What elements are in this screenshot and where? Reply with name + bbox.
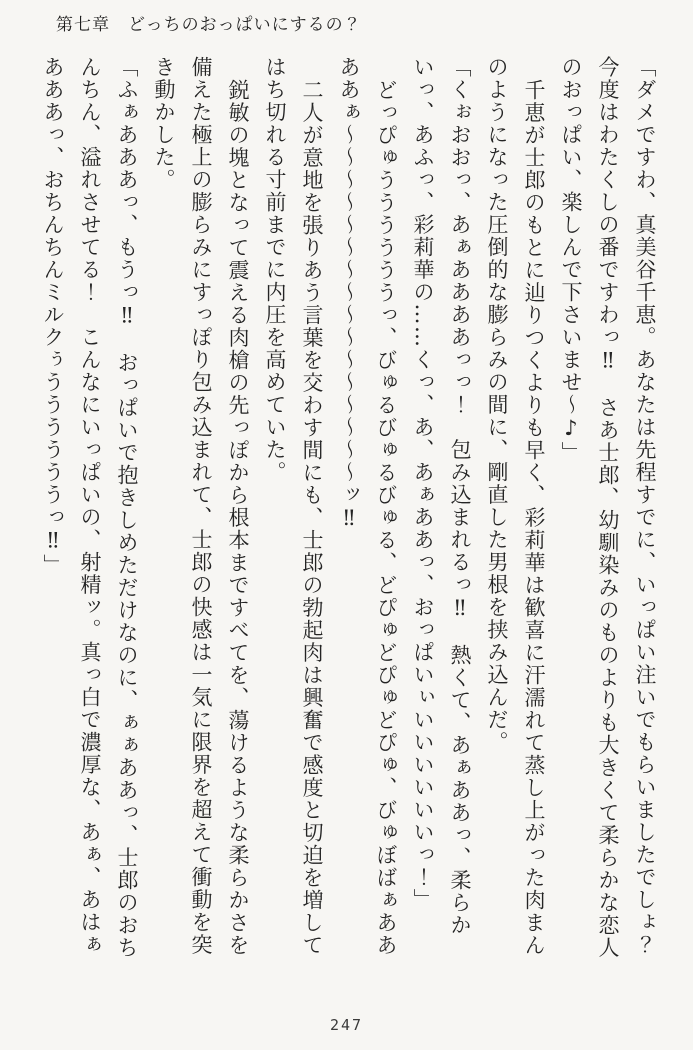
text-column: 鋭敏の塊となって震える肉槍の先っぽから根本まですべてを、蕩けるような柔らかさを	[226, 79, 250, 957]
text-column: き動かした。	[152, 56, 176, 191]
text-column: 千恵が士郎のもとに辿りつくよりも早く、彩莉華は歓喜に汗濡れて蒸し上がった肉まん	[522, 79, 546, 957]
text-column: 「ダメですわ、真美谷千恵。あなたは先程すでに、いっぱい注いでもらいましたでしょ？	[633, 56, 657, 956]
text-column: はち切れる寸前までに内圧を高めていた。	[263, 56, 287, 484]
page-number: 247	[329, 1016, 364, 1034]
text-column: んちん、溢れさせてる！ こんなにいっぱいの、射精ッ。真っ白で濃厚な、あぁ、あはぁ	[78, 56, 102, 956]
text-column: 二人が意地を張りあう言葉を交わす間にも、士郎の勃起肉は興奮で感度と切迫を増して	[300, 79, 324, 957]
text-column: どっぴゅううううううっ、びゅるびゅるびゅる、どぴゅどぴゅどぴゅ、びゅぼばぁああ	[374, 79, 398, 957]
chapter-header: 第七章 どっちのおっぱいにするの？	[56, 15, 362, 35]
text-column: 「くぉおおっ、あぁああああっっ！ 包み込まれるっ‼ 熱くて、あぁああっ、柔らか	[448, 56, 472, 937]
text-column: 「ふぁあああっ、もうっ‼ おっぱいで抱きしめただけなのに、ぁぁああっ、士郎のおち	[115, 56, 139, 959]
text-column: のようになった圧倒的な膨らみの間に、剛直した男根を挟み込んだ。	[485, 56, 509, 754]
text-column: 今度はわたくしの番ですわっ‼ さあ士郎、幼馴染みのものよりも大きくて柔らかな恋人	[596, 56, 620, 959]
text-column: のおっぱい、楽しんで下さいませ〜♪」	[559, 56, 583, 464]
text-column: いっ、あふっ、彩莉華の……くっ、あ、あぁああっ、おっぱいぃいいいいいいっ！」	[411, 56, 435, 911]
text-column: 備えた極上の膨らみにすっぽり包み込まれて、士郎の快感は一気に限界を超えて衝動を突	[189, 56, 213, 956]
text-column: あああっ、おちんちんミルクぅううううううっ‼」	[41, 56, 65, 577]
text-column: ああぁ〜〜〜〜〜〜〜〜〜〜〜〜〜〜〜〜ッ‼	[337, 56, 361, 532]
body-text	[34, 56, 663, 991]
